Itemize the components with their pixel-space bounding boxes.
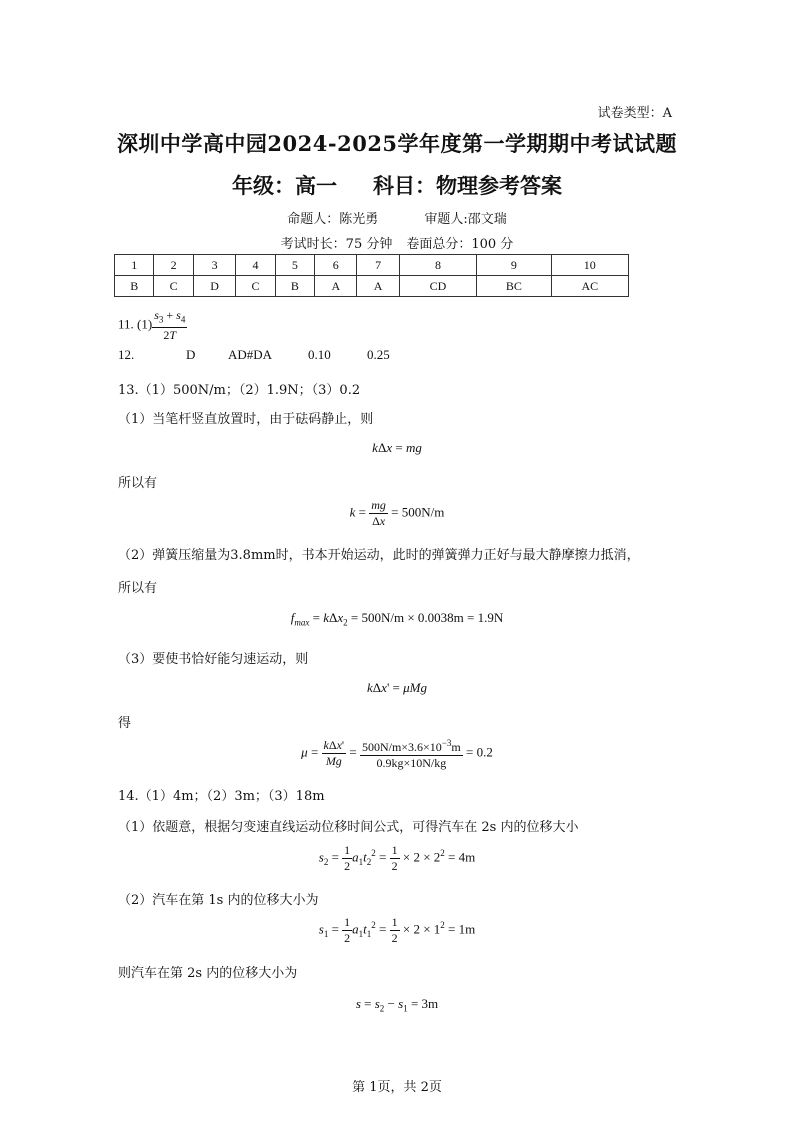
q11-formula: $\frac{s_3 + s_4}{2T}$	[154, 308, 186, 343]
document-title: 深圳中学高中园2024-2025学年度第一学期期中考试试题	[116, 131, 678, 156]
answer-table-answer-row	[115, 276, 629, 297]
q13-equation-5: μ = $\frac{\text{kΔx'}}{Mg}$ = $\frac{500N/m\times 3.6\times 10^{-3}m}{0.9kg\times 10N/kg}$ = 0.2	[301, 738, 493, 770]
q13-equation-1: kΔx = mg	[372, 440, 422, 455]
duration-label: 考试时长：75 分钟	[280, 237, 393, 252]
page-footer: 第 1页，共 2页	[352, 1080, 442, 1095]
table-cell: 2	[154, 255, 193, 276]
table-cell: 5	[275, 255, 314, 276]
q11-label: 11. (1)	[118, 316, 153, 332]
q13-equation-2: k = $\frac{mg}{\Delta x}$ = 500N/m	[349, 498, 445, 528]
table-cell: 3	[193, 255, 235, 276]
authors-line	[0, 208, 794, 227]
q13-step3-text: （3）要使书恰好能匀速运动，则	[118, 652, 309, 667]
q14-equation-1: $s_2$ = $\frac{1}{2}$ $a_1t_2^2$ = $\frac{1}{2}$ × $2 \times 2^2 = 4m$	[318, 843, 476, 873]
table-cell: B	[275, 276, 314, 297]
q13-equation-3: $f_{max} = k\Delta x_2 = 500N/m \times 0.0038m = 1.9N$	[290, 610, 504, 628]
answer-table	[114, 254, 629, 297]
q13-equation-4: kΔx' = μMg	[367, 680, 427, 695]
document-subtitle	[0, 170, 794, 200]
table-cell: BC	[477, 276, 551, 297]
reviewer-label: 审题人:邵文瑞	[424, 212, 507, 227]
q14-summary: 14.（1）4m；（2）3m；（3）18m	[118, 789, 325, 804]
table-cell: 10	[551, 255, 628, 276]
table-cell: AC	[551, 276, 628, 297]
q12-answer	[118, 347, 390, 363]
q12-answer-1: D	[186, 347, 196, 362]
table-cell: C	[236, 276, 275, 297]
exam-info-line	[0, 233, 794, 252]
q14-equation-3: $s = s_2 - s_1 = 3m$	[355, 996, 439, 1014]
q11-answer	[118, 308, 187, 343]
table-cell: 9	[477, 255, 551, 276]
q13-step2-text: （2）弹簧压缩量为3.8mm时，书本开始运动，此时的弹簧弹力正好与最大静摩擦力抵消，	[118, 548, 640, 563]
paper-type-label: 试卷类型：A	[597, 106, 672, 121]
q14-step1-text: （1）依题意，根据匀变速直线运动位移时间公式，可得汽车在 2s 内的位移大小	[118, 820, 579, 835]
table-cell: A	[357, 276, 399, 297]
q14-equation-2: $s_1$ = $\frac{1}{2}$ $a_1t_1^2$ = $\frac{1}{2}$ × $2 \times 1^2 = 1m$	[318, 915, 476, 945]
q13-step1-text: （1）当笔杆竖直放置时，由于砝码静止，则	[118, 412, 374, 427]
q13-de-text: 得	[118, 716, 132, 731]
answer-table-number-row	[115, 255, 629, 276]
author-label: 命题人：陈光勇	[287, 212, 379, 227]
q12-answer-4: 0.25	[367, 347, 390, 362]
table-cell: D	[193, 276, 235, 297]
table-cell: 4	[236, 255, 275, 276]
q12-label: 12.	[118, 347, 135, 362]
table-cell: 6	[315, 255, 357, 276]
table-cell: 7	[357, 255, 399, 276]
total-score-label: 卷面总分：100 分	[406, 237, 514, 252]
table-cell: C	[154, 276, 193, 297]
table-cell: CD	[399, 276, 476, 297]
q13-so-text-1: 所以有	[118, 476, 158, 491]
q12-answer-2: AD#DA	[228, 347, 273, 362]
table-cell: 1	[115, 255, 154, 276]
subject-label: 科目：物理参考答案	[373, 173, 562, 198]
table-cell: A	[315, 276, 357, 297]
q14-step3-text: 则汽车在第 2s 内的位移大小为	[118, 966, 298, 981]
q12-answer-3: 0.10	[308, 347, 331, 362]
table-cell: B	[115, 276, 154, 297]
q13-summary: 13.（1）500N/m；（2）1.9N；（3）0.2	[118, 383, 361, 398]
table-cell: 8	[399, 255, 476, 276]
q13-so-text-2: 所以有	[118, 581, 158, 596]
grade-label: 年级：高一	[232, 173, 337, 198]
q14-step2-text: （2）汽车在第 1s 内的位移大小为	[118, 893, 319, 908]
